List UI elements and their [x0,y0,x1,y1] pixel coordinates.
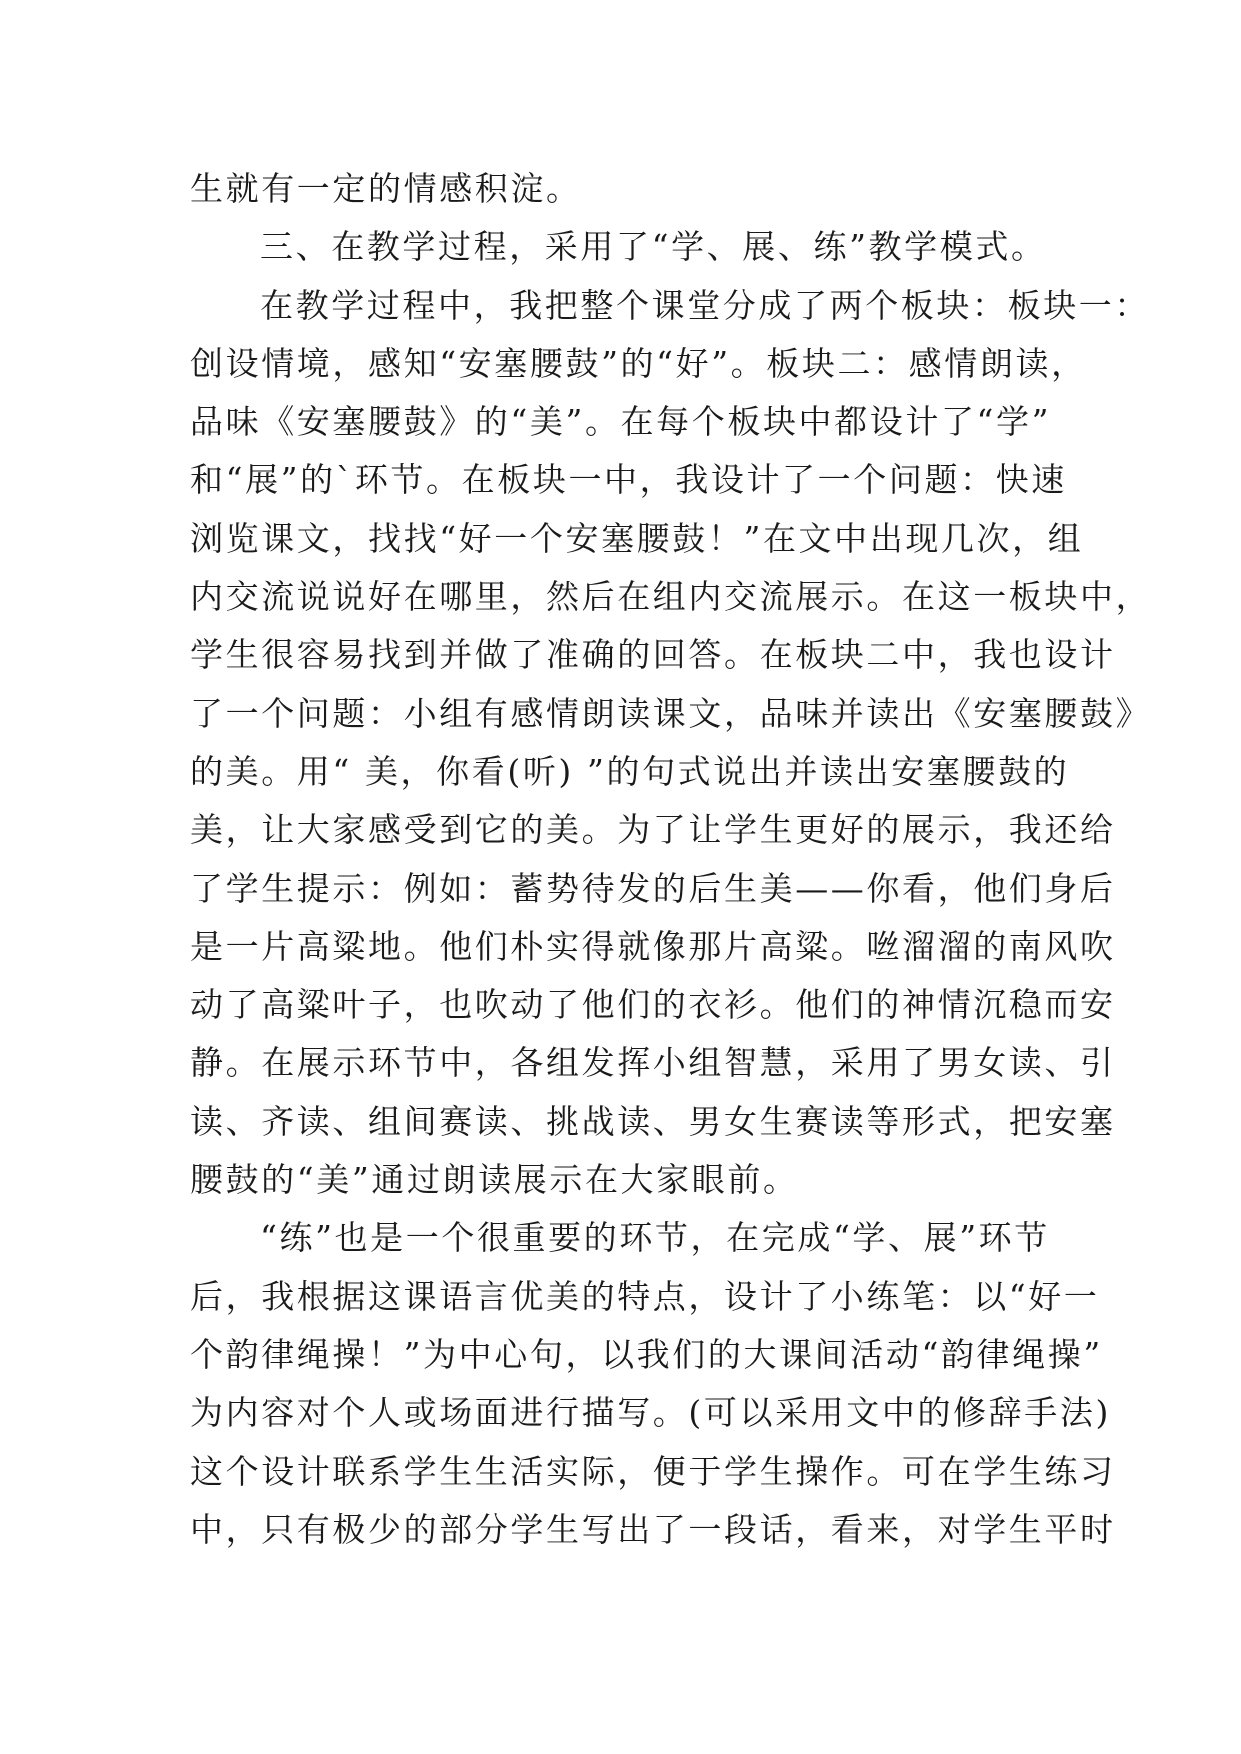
text-line: 个韵律绳操！”为中心句，以我们的大课间活动“韵律绳操” [190,1334,1103,1374]
text-line: 在教学过程中，我把整个课堂分成了两个板块：板块一： [260,285,1150,325]
text-line: 为内容对个人或场面进行描写。(可以采用文中的修辞手法) [190,1393,1111,1433]
text-line: 后，我根据这课语言优美的特点，设计了小练笔：以“好一 [190,1276,1100,1316]
text-line: 浏览课文，找找“好一个安塞腰鼓！”在文中出现几次，组 [190,518,1084,558]
text-line: “练”也是一个很重要的环节，在完成“学、展”环节 [260,1218,1050,1258]
text-line: 这个设计联系学生生活实际，便于学生操作。可在学生练习 [190,1451,1116,1491]
text-line: 美，让大家感受到它的美。为了让学生更好的展示，我还给 [190,810,1116,850]
text-line: 和“展”的`环节。在板块一中，我设计了一个问题：快速 [190,460,1067,500]
text-line: 生就有一定的情感积淀。 [190,169,582,208]
text-line: 创设情境，感知“安塞腰鼓”的“好”。板块二：感情朗读， [190,343,1087,383]
text-line: 了一个问题：小组有感情朗读课文，品味并读出《安塞腰鼓》 [190,693,1152,733]
text-line: 品味《安塞腰鼓》的“美”。在每个板块中都设计了“学” [190,402,1052,442]
body-text [190,160,1152,1559]
text-line: 三、在教学过程，采用了“学、展、练”教学模式。 [260,227,1047,267]
text-line: 静。在展示环节中，各组发挥小组智慧，采用了男女读、引 [190,1043,1116,1083]
text-line: 中，只有极少的部分学生写出了一段话，看来，对学生平时 [190,1509,1116,1549]
text-line: 动了高粱叶子，也吹动了他们的衣衫。他们的神情沉稳而安 [190,985,1116,1025]
text-line: 腰鼓的“美”通过朗读展示在大家眼前。 [190,1160,799,1200]
text-line: 的美。用“ 美，你看(听) ”的句式说出并读出安塞腰鼓的 [190,751,1070,791]
text-line: 内交流说说好在哪里，然后在组内交流展示。在这一板块中， [190,577,1152,617]
text-line: 是一片高粱地。他们朴实得就像那片高粱。咝溜溜的南风吹 [190,926,1116,966]
text-line: 读、齐读、组间赛读、挑战读、男女生赛读等形式，把安塞 [190,1101,1116,1141]
text-line: 学生很容易找到并做了准确的回答。在板块二中，我也设计 [190,635,1116,675]
text-line: 了学生提示：例如：蓄势待发的后生美——你看，他们身后 [190,868,1116,908]
